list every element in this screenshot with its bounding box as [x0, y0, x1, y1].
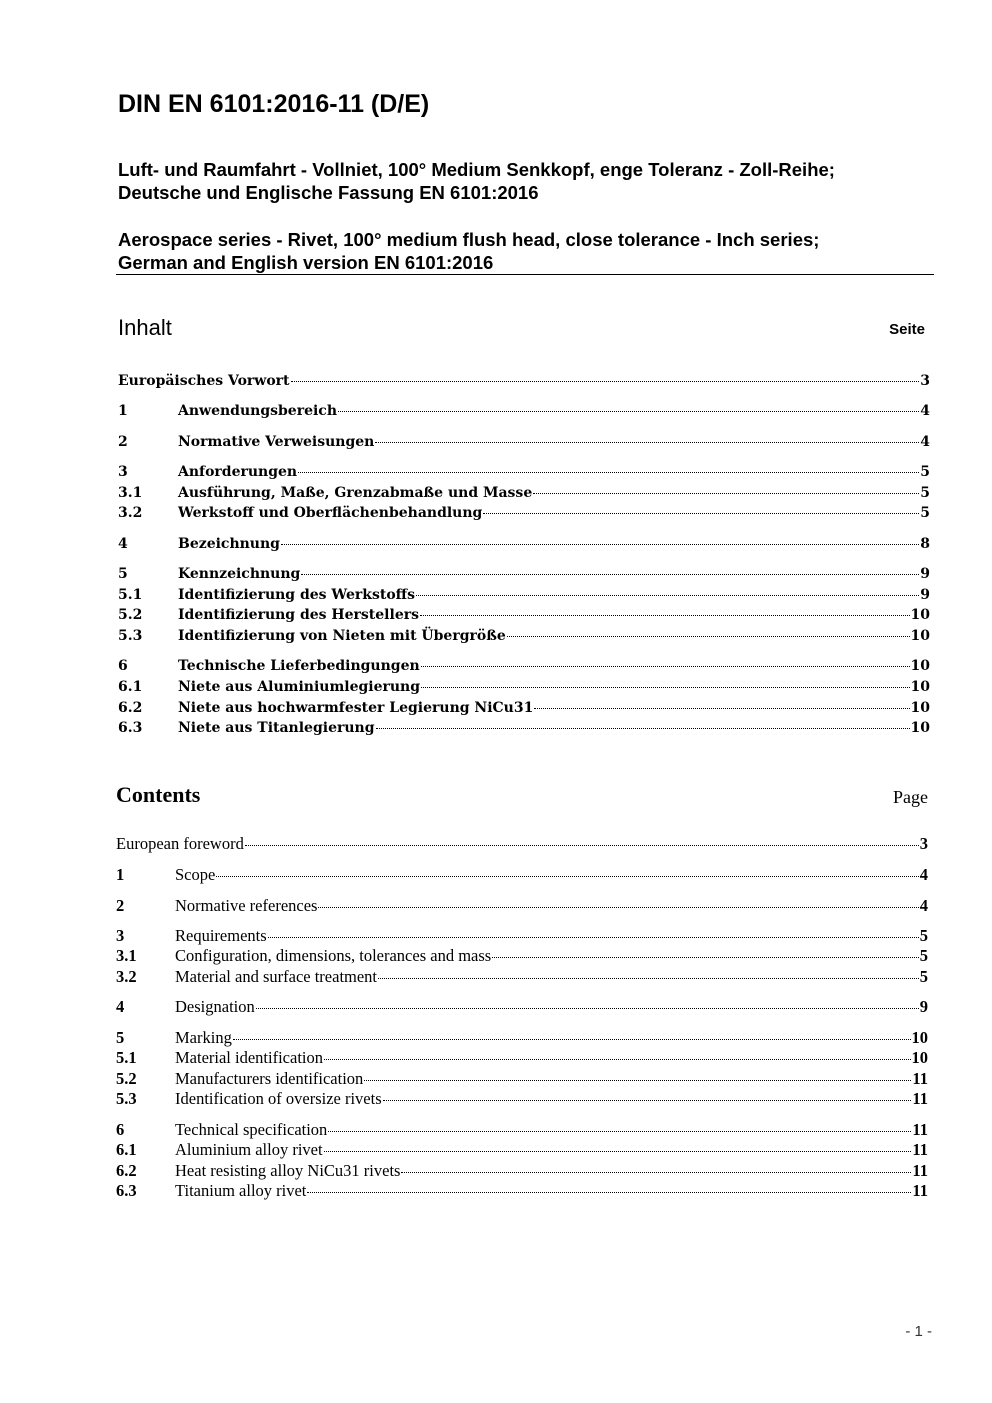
toc-entry-number: 5.1	[118, 587, 143, 603]
toc-entry-title: Heat resisting alloy NiCu31 rivets	[175, 1161, 401, 1180]
toc-entry-page: 11	[912, 1069, 928, 1088]
toc-entry-page: 3	[919, 834, 928, 853]
toc-entry[interactable]	[116, 834, 928, 854]
toc-entry-page: 11	[912, 1089, 928, 1108]
toc-leader-dots	[245, 845, 919, 846]
toc-entry-title: Niete aus hochwarmfester Legierung NiCu31	[178, 700, 534, 716]
toc-entry-title: Manufacturers identification	[175, 1069, 364, 1088]
toc-entry-number: 5	[118, 566, 128, 582]
toc-entry-number: 5.2	[116, 1069, 137, 1088]
toc-entry-page: 4	[920, 434, 930, 450]
toc-entry-title: Identifizierung des Werkstoffs	[178, 587, 416, 603]
toc-leader-dots	[233, 1039, 911, 1040]
toc-entry[interactable]	[116, 997, 928, 1017]
toc-entry[interactable]	[118, 566, 930, 582]
toc-entry-number: 6	[116, 1120, 125, 1139]
toc-leader-dots	[338, 411, 919, 412]
toc-entry-page: 11	[912, 1161, 928, 1180]
toc-entry-number: 6.3	[118, 720, 143, 736]
toc-entry-page: 10	[911, 1028, 928, 1047]
toc-entry-page: 10	[910, 679, 930, 695]
toc-leader-dots	[483, 513, 919, 514]
toc-leader-dots	[268, 937, 919, 938]
toc-entry[interactable]	[116, 1028, 928, 1048]
toc-leader-dots	[420, 615, 910, 616]
toc-entry-number: 6.3	[116, 1181, 137, 1200]
subtitle-english-line: German and English version EN 6101:2016	[118, 252, 494, 273]
toc-entry[interactable]	[116, 1089, 928, 1109]
toc-de-page-label: Seite	[889, 321, 925, 338]
toc-entry[interactable]	[118, 607, 930, 623]
toc-entry[interactable]	[118, 464, 930, 480]
toc-entry[interactable]	[116, 967, 928, 987]
toc-entry-page: 5	[920, 464, 930, 480]
toc-en-page-label: Page	[893, 787, 928, 807]
toc-entry-number: 4	[118, 536, 128, 552]
toc-entry-number: 1	[118, 403, 128, 419]
toc-entry-number: 5.3	[116, 1089, 137, 1108]
subtitle-english	[118, 228, 819, 274]
subtitle-german-line: Deutsche und Englische Fassung EN 6101:2016	[118, 182, 539, 203]
toc-entry-title: Normative references	[175, 896, 318, 915]
toc-entry[interactable]	[116, 1048, 928, 1068]
toc-entry-title: European foreword	[116, 834, 244, 853]
toc-entry[interactable]	[118, 658, 930, 674]
toc-entry-title: Identifizierung von Nieten mit Übergröße	[178, 628, 506, 644]
toc-entry-page: 4	[920, 403, 930, 419]
toc-entry-number: 6.1	[116, 1140, 137, 1159]
toc-entry-page: 9	[920, 566, 930, 582]
toc-entry[interactable]	[118, 700, 930, 716]
toc-entry-title: Ausführung, Maße, Grenzabmaße und Masse	[178, 485, 533, 501]
toc-entry[interactable]	[116, 896, 928, 916]
toc-leader-dots	[383, 1100, 912, 1101]
toc-leader-dots	[533, 493, 919, 494]
toc-leader-dots	[421, 666, 910, 667]
toc-entry-page: 10	[910, 720, 930, 736]
toc-entry-title: Identification of oversize rivets	[175, 1089, 382, 1108]
toc-entry-page: 10	[910, 607, 930, 623]
toc-leader-dots	[307, 1192, 911, 1193]
toc-leader-dots	[301, 574, 919, 575]
toc-entry[interactable]	[118, 587, 930, 603]
subtitle-german	[118, 158, 835, 204]
toc-entry-page: 11	[912, 1140, 928, 1159]
toc-leader-dots	[507, 636, 910, 637]
toc-entry-page: 4	[919, 865, 928, 884]
toc-entry-title: Niete aus Titanlegierung	[178, 720, 375, 736]
toc-leader-dots	[421, 687, 909, 688]
toc-leader-dots	[376, 728, 910, 729]
toc-entry-title: Technische Lieferbedingungen	[178, 658, 420, 674]
toc-entry-number: 6	[118, 658, 128, 674]
toc-entry-number: 3.2	[116, 967, 137, 986]
toc-entry-page: 11	[912, 1120, 928, 1139]
toc-leader-dots	[492, 957, 919, 958]
toc-entry[interactable]	[118, 536, 930, 552]
toc-entry-number: 3.2	[118, 505, 143, 521]
toc-entry-title: Marking	[175, 1028, 232, 1047]
toc-entry[interactable]	[116, 1120, 928, 1140]
toc-entry-title: Europäisches Vorwort	[118, 373, 290, 389]
toc-entry[interactable]	[116, 1069, 928, 1089]
toc-entry-title: Material identification	[175, 1048, 323, 1067]
toc-entry-page: 5	[919, 926, 928, 945]
toc-entry-title: Niete aus Aluminiumlegierung	[178, 679, 421, 695]
document-title: DIN EN 6101:2016-11 (D/E)	[118, 90, 430, 118]
title-divider	[116, 274, 934, 275]
toc-entry[interactable]	[116, 926, 928, 946]
toc-leader-dots	[256, 1008, 919, 1009]
toc-leader-dots	[375, 442, 919, 443]
toc-entry-page: 3	[920, 373, 930, 389]
toc-entry[interactable]	[118, 373, 930, 389]
toc-entry-page: 8	[920, 536, 930, 552]
toc-entry-page: 5	[920, 505, 930, 521]
toc-entry-title: Requirements	[175, 926, 267, 945]
toc-entry-number: 6.1	[118, 679, 143, 695]
toc-leader-dots	[324, 1059, 911, 1060]
toc-entry-number: 4	[116, 997, 125, 1016]
toc-entry[interactable]	[118, 403, 930, 419]
toc-entry-page: 4	[919, 896, 928, 915]
toc-entry-number: 6.2	[116, 1161, 137, 1180]
toc-leader-dots	[378, 978, 919, 979]
toc-entry-title: Technical specification	[175, 1120, 328, 1139]
toc-entry[interactable]	[116, 1181, 928, 1201]
toc-entry-page: 11	[912, 1181, 928, 1200]
toc-entry[interactable]	[116, 946, 928, 966]
toc-entry-page: 5	[920, 485, 930, 501]
toc-entry-title: Identifizierung des Herstellers	[178, 607, 419, 623]
toc-entry[interactable]	[118, 485, 930, 501]
toc-entry-title: Anwendungsbereich	[178, 403, 337, 419]
toc-entry[interactable]	[116, 1140, 928, 1160]
toc-entry-number: 5.1	[116, 1048, 137, 1067]
toc-entry-page: 5	[919, 946, 928, 965]
toc-entry-number: 3	[118, 464, 128, 480]
toc-de-heading: Inhalt	[118, 315, 172, 340]
toc-leader-dots	[318, 907, 918, 908]
toc-entry[interactable]	[118, 720, 930, 736]
toc-entry[interactable]	[118, 628, 930, 644]
toc-leader-dots	[324, 1151, 912, 1152]
toc-entry-title: Werkstoff und Oberflächenbehandlung	[178, 505, 483, 521]
toc-entry-title: Titanium alloy rivet	[175, 1181, 307, 1200]
toc-entry-title: Configuration, dimensions, tolerances and mass	[175, 946, 492, 965]
subtitle-german-line: Luft- und Raumfahrt - Vollniet, 100° Medium Senkkopf, enge Toleranz - Zoll-Reihe;	[118, 159, 835, 180]
toc-en-heading: Contents	[116, 782, 201, 807]
toc-entry-title: Material and surface treatment	[175, 967, 378, 986]
toc-entry-number: 2	[116, 896, 125, 915]
toc-entry-page: 9	[919, 997, 928, 1016]
toc-leader-dots	[291, 381, 920, 382]
toc-leader-dots	[328, 1131, 911, 1132]
toc-entry-page: 10	[911, 1048, 928, 1067]
toc-entry-number: 1	[116, 865, 125, 884]
toc-entry-title: Bezeichnung	[178, 536, 280, 552]
toc-entry-number: 5.3	[118, 628, 143, 644]
toc-entry[interactable]	[118, 434, 930, 450]
toc-leader-dots	[416, 595, 919, 596]
toc-entry-page: 5	[919, 967, 928, 986]
toc-entry-title: Scope	[175, 865, 216, 884]
toc-entry-title: Designation	[175, 997, 255, 1016]
subtitle-english-line: Aerospace series - Rivet, 100° medium flush head, close tolerance - Inch series;	[118, 229, 820, 250]
toc-entry[interactable]	[118, 505, 930, 521]
toc-entry-page: 9	[920, 587, 930, 603]
toc-entry-title: Kennzeichnung	[178, 566, 301, 582]
toc-entry-number: 3	[116, 926, 125, 945]
toc-entry[interactable]	[116, 865, 928, 885]
toc-leader-dots	[534, 708, 909, 709]
toc-entry[interactable]	[116, 1161, 928, 1181]
toc-entry-page: 10	[910, 628, 930, 644]
toc-entry-title: Aluminium alloy rivet	[175, 1140, 323, 1159]
toc-leader-dots	[401, 1172, 911, 1173]
toc-entry-number: 5.2	[118, 607, 143, 623]
toc-entry-number: 6.2	[118, 700, 143, 716]
toc-entry-page: 10	[910, 658, 930, 674]
toc-entry-number: 5	[116, 1028, 125, 1047]
toc-leader-dots	[281, 544, 919, 545]
toc-entry[interactable]	[118, 679, 930, 695]
toc-entry-title: Anforderungen	[178, 464, 298, 480]
toc-entry-number: 3.1	[118, 485, 143, 501]
toc-leader-dots	[364, 1080, 911, 1081]
toc-entry-number: 3.1	[116, 946, 137, 965]
toc-leader-dots	[298, 472, 919, 473]
page-number: - 1 -	[905, 1323, 932, 1340]
toc-entry-page: 10	[910, 700, 930, 716]
toc-entry-title: Normative Verweisungen	[178, 434, 375, 450]
toc-leader-dots	[216, 876, 918, 877]
toc-entry-number: 2	[118, 434, 128, 450]
